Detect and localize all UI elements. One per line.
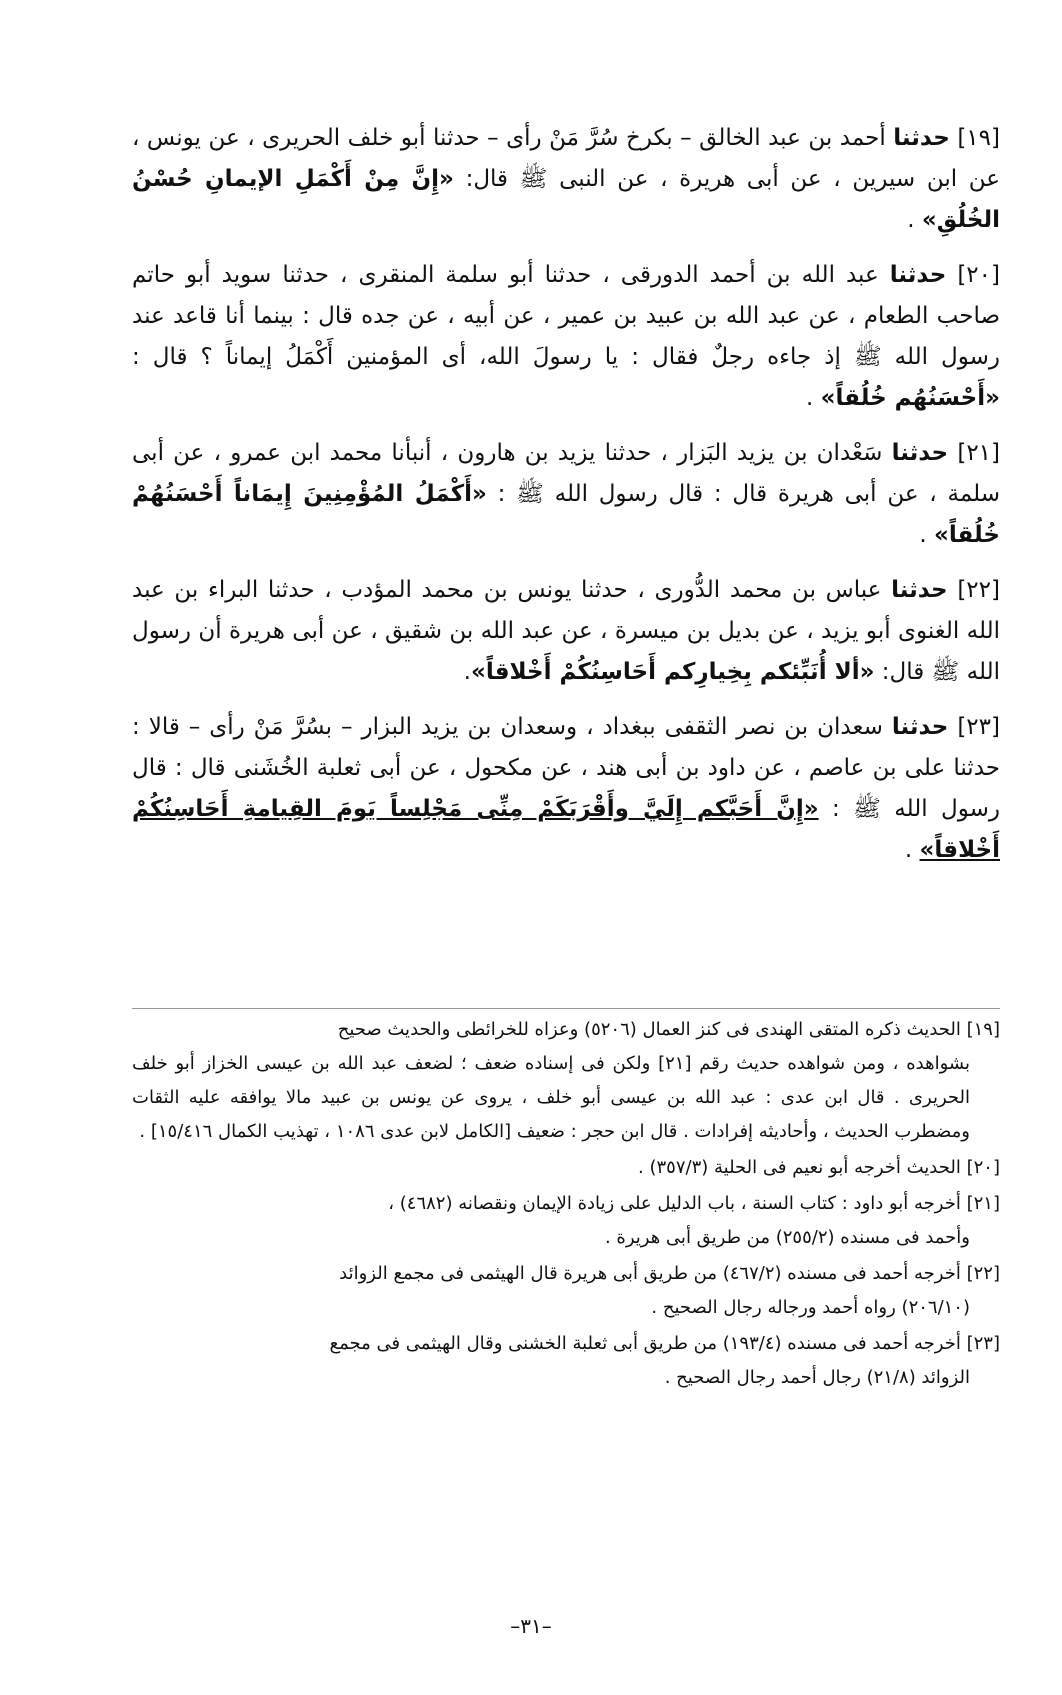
- footnote-continuation: الزوائد (٢١/٨) رجال أحمد رجال الصحيح .: [664, 1367, 970, 1388]
- hadith-number: [٢٢]: [957, 577, 1000, 603]
- footnote-19: [132, 1013, 1000, 1149]
- hadith-21: [132, 433, 1000, 556]
- hadith-tail: .: [806, 385, 821, 411]
- hadith-22: [132, 570, 1000, 693]
- hadith-matn: «أَحْسَنُهُم خُلُقاً»: [820, 385, 1000, 411]
- hadith-number: [٢٣]: [957, 714, 1000, 740]
- hadith-19: [132, 118, 1000, 241]
- hadith-tail: .: [904, 837, 920, 863]
- footnote-number: [٢٢]: [966, 1263, 1000, 1284]
- hadith-tail: .: [919, 522, 934, 548]
- footnote-23: [132, 1327, 1000, 1395]
- footnote-first-line: الحديث أخرجه أبو نعيم فى الحلية (٣٥٧/٣) .: [638, 1157, 967, 1178]
- footnotes: [132, 1013, 1000, 1397]
- hadith-isnad: سَعْدان بن يزيد البَزار ، حدثنا يزيد بن هارون ، أنبأنا محمد ابن عمرو ، عن أبى سلمة ، عن أبى هريرة قال : قال رسول الله ﷺ :: [132, 440, 1001, 507]
- hadith-isnad: أحمد بن عبد الخالق – بكرخ سُرَّ مَنْ رأى – حدثنا أبو خلف الحريرى ، عن يونس ، عن ابن سيرين ، عن أبى هريرة ، عن النبى ﷺ قال:: [132, 125, 1000, 192]
- footnote-first-line: أخرجه أبو داود : كتاب السنة ، باب الدليل على زيادة الإيمان ونقصانه (٤٦٨٢) ،: [388, 1193, 967, 1214]
- hadith-lead: حدثنا: [889, 262, 947, 288]
- page-number: –٣١–: [510, 1614, 552, 1638]
- hadith-isnad: عبد الله بن أحمد الدورقى ، حدثنا أبو سلمة المنقرى ، حدثنا سويد أبو حاتم صاحب الطعام ، عن عبد الله بن عبيد بن عمير ، عن أبيه ، عن جده قال : بينما أنا قاعد عند رسول الله ﷺ إذ جاءه رجلٌ فقال : يا رسولَ الله، أى المؤمنين أَكْمَلُ إيماناً ؟ قال :: [132, 262, 1000, 370]
- footnote-first-line: أخرجه أحمد فى مسنده (١٩٣/٤) من طريق أبى ثعلبة الخشنى وقال الهيثمى فى مجمع: [329, 1333, 967, 1354]
- hadith-number: [٢١]: [957, 440, 1001, 466]
- hadith-lead: حدثنا: [891, 714, 949, 740]
- footnote-number: [٢٠]: [966, 1157, 1000, 1178]
- hadith-tail: .: [463, 659, 471, 685]
- hadith-matn: «إِنَّ مِنْ أَكْمَلِ الإيمانِ حُسْنُ الخُلُقِ»: [132, 166, 1000, 233]
- footnote-20: [132, 1151, 1000, 1185]
- hadith-number: [١٩]: [957, 125, 1000, 151]
- hadith-matn: «إِنَّ أَحَبَّكم إِلَيَّ وأَقْرَبَكَمْ مِنِّى مَجْلِساً يَومَ القِيامةِ أَحَاسِنُكُمْ أَخْلاقاً»: [132, 796, 1000, 863]
- hadith-lead: حدثنا: [891, 577, 948, 603]
- footnote-continuation: وأحمد فى مسنده (٢٥٥/٢) من طريق أبى هريرة .: [604, 1227, 970, 1248]
- hadith-tail: .: [907, 207, 922, 233]
- footnote-21: [132, 1187, 1000, 1255]
- footnote-continuation: بشواهده ، ومن شواهده حديث رقم [٢١] ولكن فى إسناده ضعف ؛ لضعف عبد الله بن عيسى الخزاز أبو خلف الحريرى . قال ابن عدى : عبد الله بن عيسى أبو خلف ، يروى عن يونس بن عبيد مالا يوافقه عليه الثقات ومضطرب الحديث ، وأحاديثه إفرادات . قال ابن حجر : ضعيف [الكامل لابن عدى ١٠٨٦ ، تهذيب الكمال ١٥/٤١٦] .: [132, 1053, 970, 1142]
- footnote-number: [٢٣]: [966, 1333, 1000, 1354]
- footnote-number: [٢١]: [966, 1193, 1000, 1214]
- hadith-isnad: سعدان بن نصر الثقفى ببغداد ، وسعدان بن يزيد البزار – بسُرَّ مَنْ رأى – قالا : حدثنا على بن عاصم ، عن داود بن أبى هند ، عن مكحول ، عن أبى ثعلبة الخُشَنى قال : قال رسول الله ﷺ :: [132, 714, 1001, 822]
- hadith-number: [٢٠]: [957, 262, 1000, 288]
- hadith-20: [132, 255, 1000, 419]
- hadith-lead: حدثنا: [891, 440, 949, 466]
- footnote-number: [١٩]: [966, 1019, 1000, 1040]
- footnote-first-line: الحديث ذكره المتقى الهندى فى كنز العمال (٥٢٠٦) وعزاه للخرائطى والحديث صحيح: [337, 1019, 967, 1040]
- footnote-continuation: (٢٠٦/١٠) رواه أحمد ورجاله رجال الصحيح .: [651, 1297, 970, 1318]
- footnote-divider: [132, 1008, 1000, 1009]
- main-text: [132, 118, 1000, 885]
- hadith-matn: «ألا أُنَبِّئكم بِخِيارِكم أَحَاسِنُكُمْ أَخْلاقاً»: [470, 659, 875, 685]
- footnote-22: [132, 1257, 1000, 1325]
- hadith-matn: «أَكْمَلُ المُؤْمِنِينَ إِيمَاناً أَحْسَنُهُمْ خُلُقاً»: [132, 481, 1000, 548]
- hadith-23: [132, 707, 1000, 871]
- hadith-isnad: عباس بن محمد الدُّورى ، حدثنا يونس بن محمد المؤدب ، حدثنا البراء بن عبد الله الغنوى أبو يزيد ، عن بديل بن ميسرة ، عن عبد الله بن شقيق ، عن أبى هريرة أن رسول الله ﷺ قال:: [132, 577, 1000, 685]
- hadith-lead: حدثنا: [893, 125, 950, 151]
- footnote-first-line: أخرجه أحمد فى مسنده (٤٦٧/٢) من طريق أبى هريرة قال الهيثمى فى مجمع الزوائد: [339, 1263, 967, 1284]
